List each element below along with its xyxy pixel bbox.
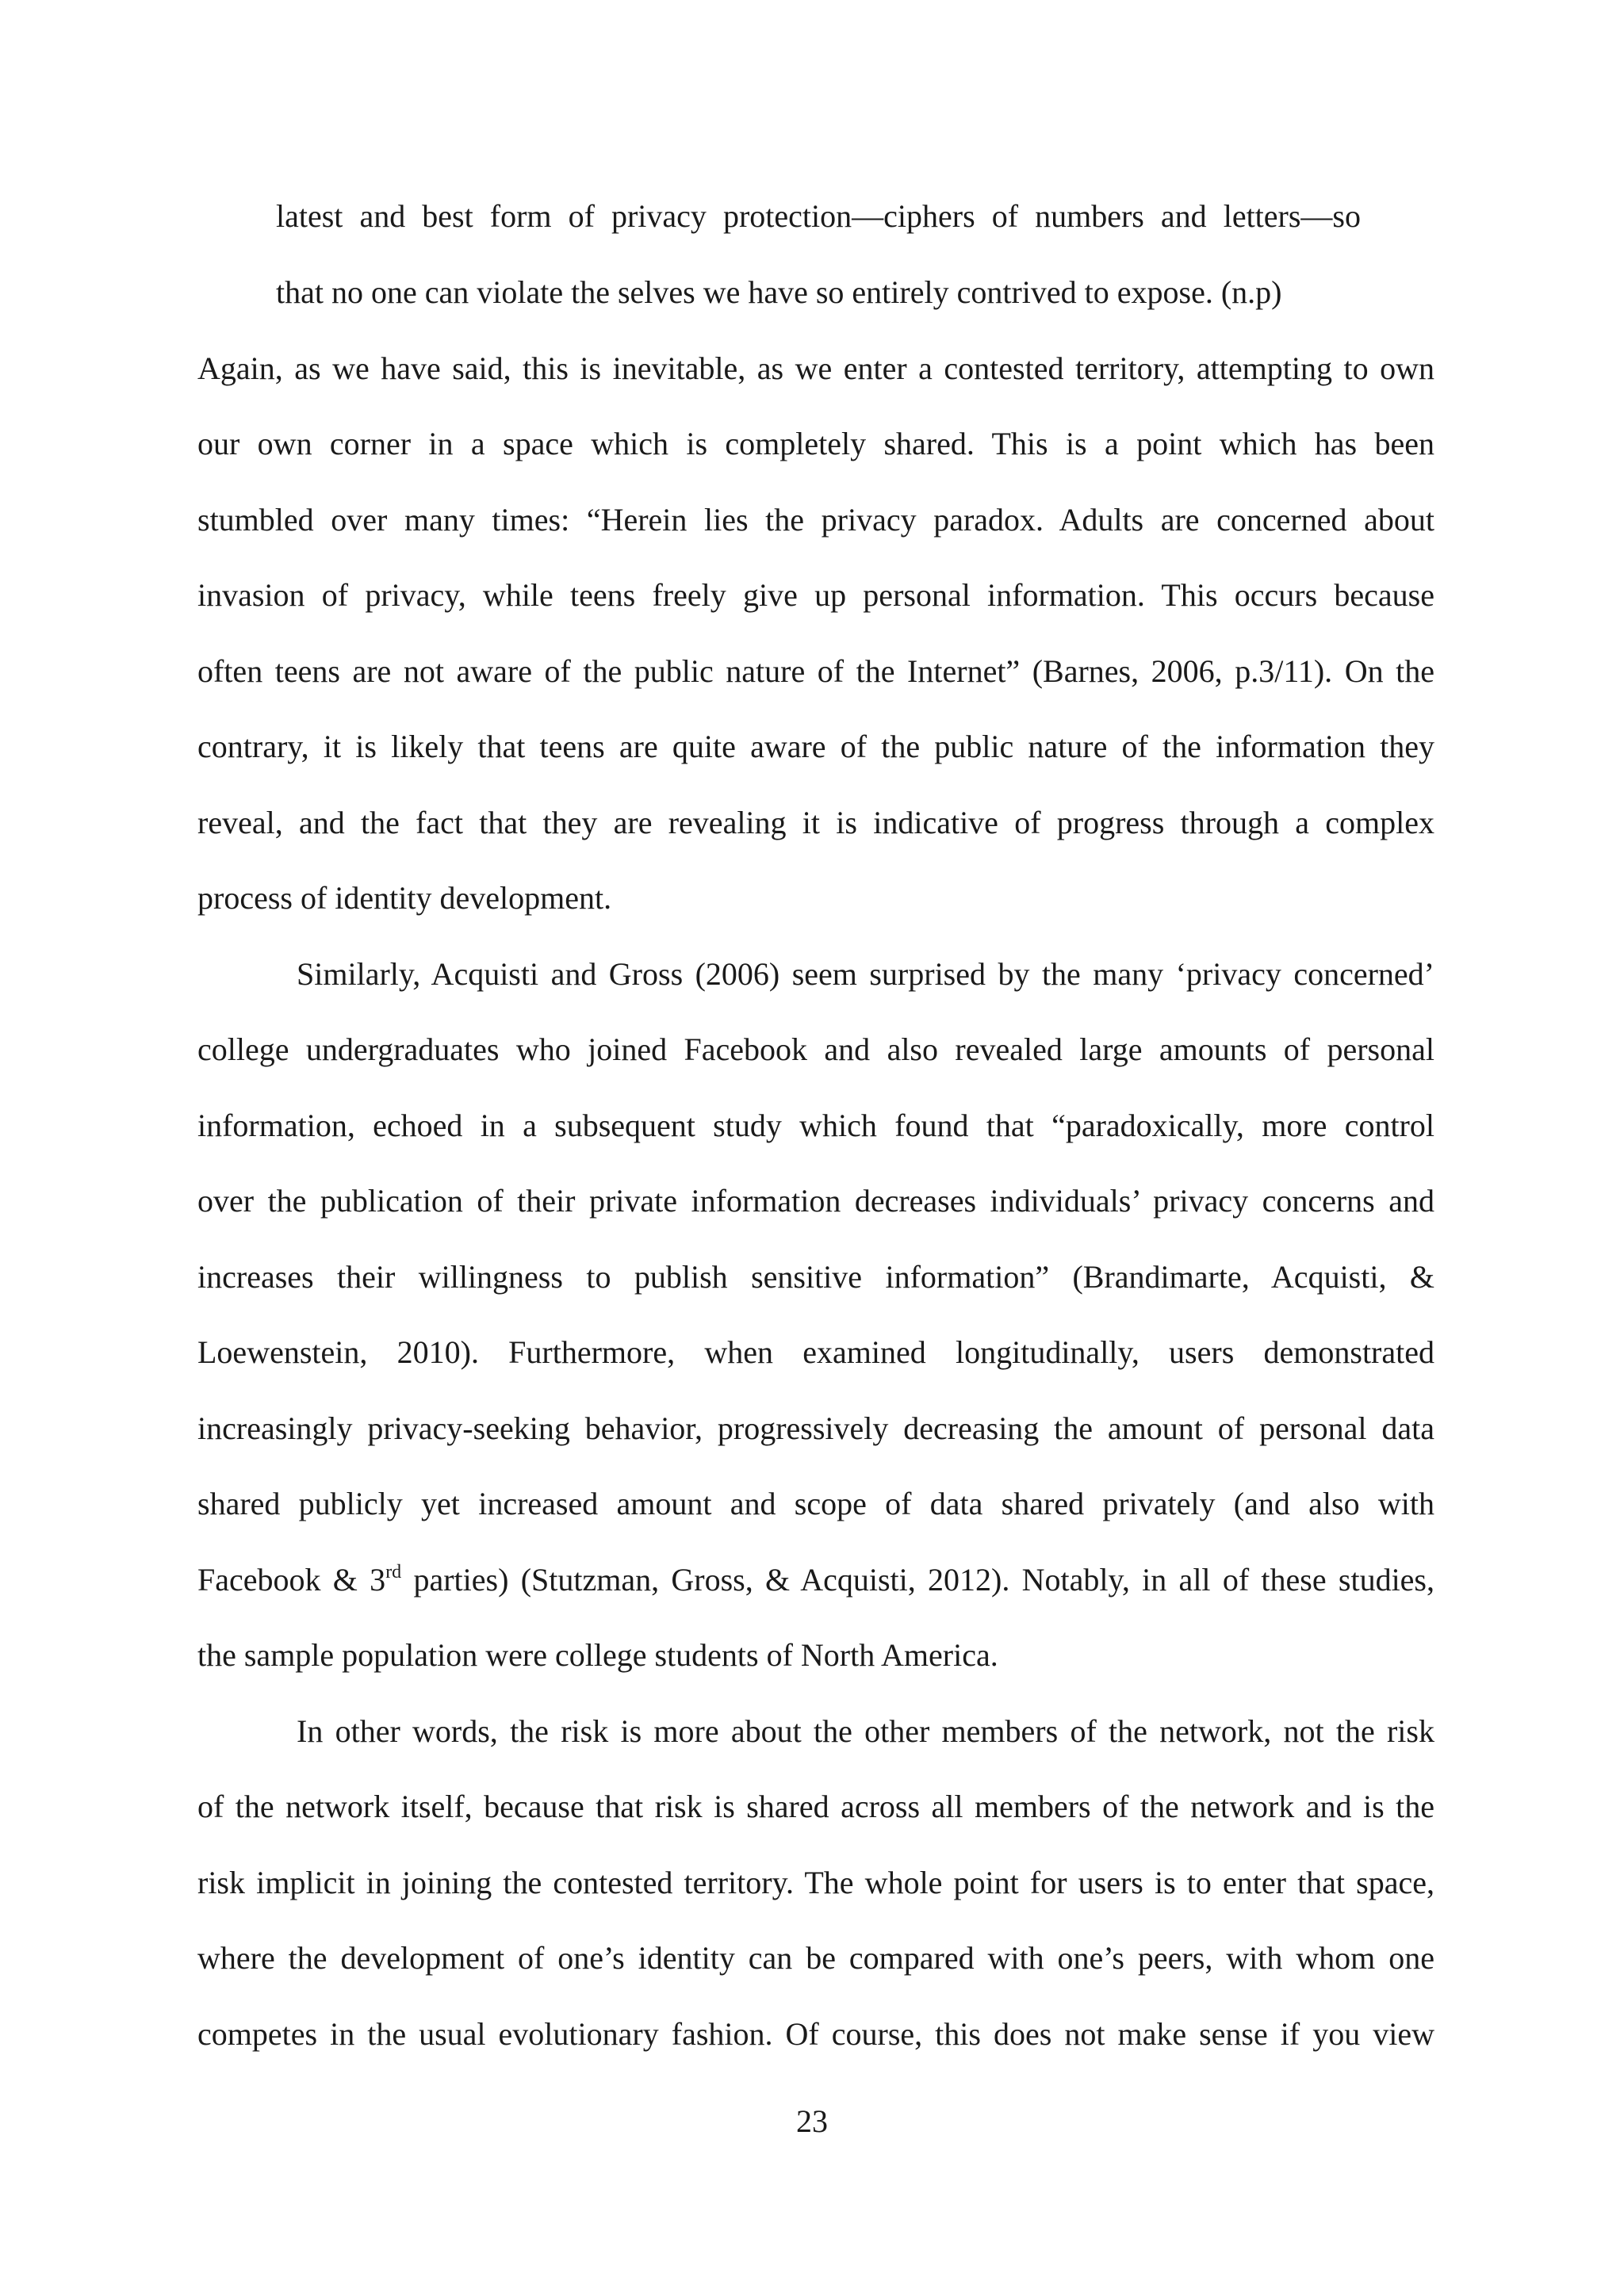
- paragraph-2-line-6: Loewenstein, 2010). Furthermore, when examined longitudinally, users demonstrated: [197, 1334, 1434, 1370]
- superscript-line-after: parties) (Stutzman, Gross, & Acquisti, 2012). Notably, in all of these studies,: [401, 1562, 1435, 1598]
- paragraph-1-line-2: our own corner in a space which is completely shared. This is a point which has been: [197, 426, 1434, 461]
- paragraph-2-line-5: increases their willingness to publish sensitive information” (Brandimarte, Acquisti, &: [197, 1259, 1434, 1295]
- paragraph-2-line-7: increasingly privacy-seeking behavior, progressively decreasing the amount of personal data: [197, 1410, 1434, 1446]
- paragraph-1-line-8: process of identity development.: [197, 880, 612, 916]
- paragraph-1-line-5: often teens are not aware of the public nature of the Internet” (Barnes, 2006, p.3/11). On the: [197, 653, 1434, 689]
- paragraph-2-line-3: information, echoed in a subsequent study which found that “paradoxically, more control: [197, 1108, 1434, 1143]
- paragraph-1-line-7: reveal, and the fact that they are revealing it is indicative of progress through a complex: [197, 805, 1434, 840]
- paragraph-2-line-10: the sample population were college students of North America.: [197, 1637, 998, 1673]
- paragraph-1-line-6: contrary, it is likely that teens are quite aware of the public nature of the information they: [197, 729, 1434, 764]
- paragraph-2-line-2: college undergraduates who joined Facebook and also revealed large amounts of personal: [197, 1031, 1434, 1067]
- ordinal-superscript: rd: [385, 1561, 402, 1582]
- paragraph-1-line-1: Again, as we have said, this is inevitable, as we enter a contested territory, attempting to own: [197, 350, 1434, 386]
- paragraph-3-line-2: of the network itself, because that risk is shared across all members of the network and is the: [197, 1789, 1434, 1824]
- paragraph-2-line-9: [197, 1561, 1435, 1598]
- page-number: 23: [796, 2103, 828, 2139]
- paragraph-3-line-4: where the development of one’s identity can be compared with one’s peers, with whom one: [197, 1940, 1434, 1976]
- superscript-line-before: Facebook & 3: [197, 1562, 386, 1598]
- paragraph-1-line-4: invasion of privacy, while teens freely give up personal information. This occurs because: [197, 577, 1434, 613]
- paragraph-3-line-5: competes in the usual evolutionary fashion. Of course, this does not make sense if you view: [197, 2016, 1434, 2052]
- paragraph-2-line-4: over the publication of their private information decreases individuals’ privacy concerns and: [197, 1183, 1434, 1219]
- paragraph-3-line-3: risk implicit in joining the contested territory. The whole point for users is to enter that space,: [197, 1865, 1434, 1900]
- paragraph-2-line-1: Similarly, Acquisti and Gross (2006) seem surprised by the many ‘privacy concerned’: [297, 956, 1434, 992]
- paragraph-1-line-3: stumbled over many times: “Herein lies the privacy paradox. Adults are concerned about: [197, 502, 1434, 538]
- paragraph-2-line-8: shared publicly yet increased amount and scope of data shared privately (and also with: [197, 1486, 1434, 1521]
- quote-line-1: latest and best form of privacy protection—ciphers of numbers and letters—so: [276, 198, 1361, 234]
- quote-line-2: that no one can violate the selves we have so entirely contrived to expose. (n.p): [276, 274, 1282, 310]
- paragraph-3-line-1: In other words, the risk is more about the other members of the network, not the risk: [297, 1713, 1434, 1749]
